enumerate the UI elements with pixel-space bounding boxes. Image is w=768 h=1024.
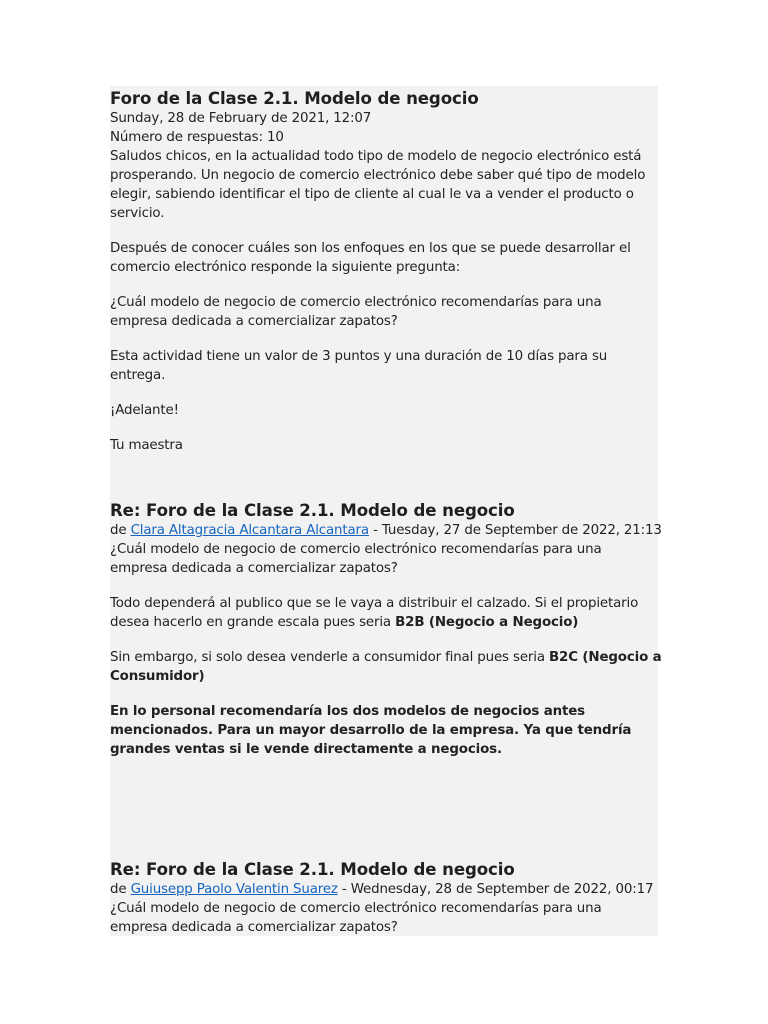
by-label: de: [110, 523, 127, 538]
reply-title: Re: Foro de la Clase 2.1. Modelo de negocio: [110, 860, 515, 879]
reply-question: ¿Cuál modelo de negocio de comercio electrónico recomendarías para una empresa dedicada a comercializar zapatos?: [110, 542, 602, 576]
reply-date: - Wednesday, 28 de September de 2022, 00:17: [337, 882, 654, 897]
reply-paragraph: [110, 702, 662, 759]
reply-paragraph: [110, 594, 662, 632]
reply-meta: [110, 880, 662, 899]
reply-count: Número de respuestas: 10: [110, 130, 284, 145]
reply-bold-text: B2C (Negocio a Consumidor): [110, 650, 662, 684]
post-title: Foro de la Clase 2.1. Modelo de negocio: [110, 89, 479, 108]
post-paragraph: Esta actividad tiene un valor de 3 puntos y una duración de 10 días para su entrega.: [110, 349, 608, 383]
post-paragraph: ¡Adelante!: [110, 403, 179, 418]
reply-question: ¿Cuál modelo de negocio de comercio electrónico recomendarías para una empresa dedicada a comercializar zapatos?: [110, 901, 602, 935]
forum-post: [110, 89, 662, 455]
reply-title: Re: Foro de la Clase 2.1. Modelo de negocio: [110, 501, 515, 520]
reply-date: - Tuesday, 27 de September de 2022, 21:13: [368, 523, 662, 538]
post-paragraph: Saludos chicos, en la actualidad todo tipo de modelo de negocio electrónico está prosperando. Un negocio de comercio electrónico debe saber qué tipo de modelo elegir, sabiendo identificar el tipo de cliente al cual le va a vender el producto o servicio.: [110, 149, 646, 221]
reply-bold-text: B2B (Negocio a Negocio): [395, 615, 579, 630]
reply-text: Todo dependerá al publico que se le vaya a distribuir el calzado. Si el propietario desea hacerlo en grande escala pues seria: [110, 596, 639, 630]
reply-text: Sin embargo, si solo desea venderle a consumidor final pues seria: [110, 650, 549, 665]
post-date: Sunday, 28 de February de 2021, 12:07: [110, 111, 372, 126]
reply-bold-text: En lo personal recomendaría los dos modelos de negocios antes mencionados. Para un mayor desarrollo de la empresa. Ya que tendría grandes ventas si le vende directamente a negocios.: [110, 704, 632, 757]
post-paragraph: Después de conocer cuáles son los enfoques en los que se puede desarrollar el comercio electrónico responde la siguiente pregunta:: [110, 241, 631, 275]
forum-reply: [110, 501, 662, 759]
forum-reply: [110, 860, 662, 937]
reply-paragraph: [110, 648, 662, 686]
by-label: de: [110, 882, 127, 897]
post-signature: Tu maestra: [110, 438, 183, 453]
post-question: ¿Cuál modelo de negocio de comercio electrónico recomendarías para una empresa dedicada a comercializar zapatos?: [110, 295, 602, 329]
author-link[interactable]: Guiusepp Paolo Valentin Suarez: [130, 882, 338, 897]
author-link[interactable]: Clara Altagracia Alcantara Alcantara: [130, 523, 369, 538]
reply-meta: [110, 521, 662, 540]
